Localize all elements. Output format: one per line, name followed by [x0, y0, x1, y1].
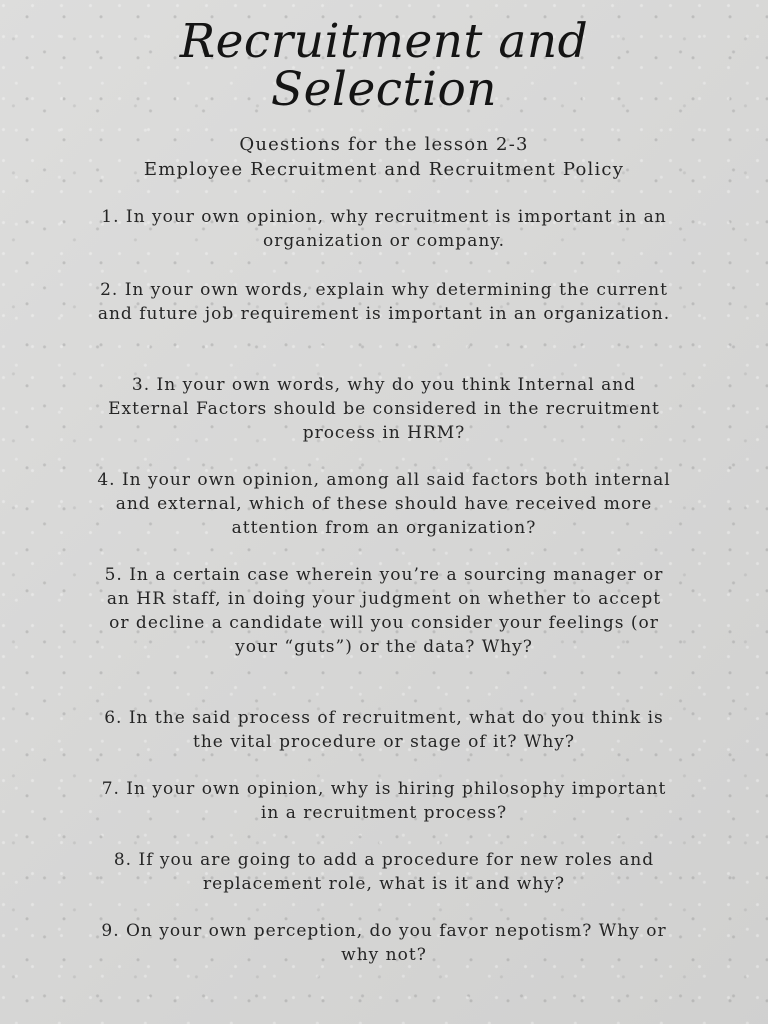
question-1: 1. In your own opinion, why recruitment is important in an organization or company.: [101, 207, 667, 251]
page-title: [120, 14, 648, 117]
title-line-2: Selection: [270, 62, 498, 117]
question-5: 5. In a certain case wherein you’re a sourcing manager or an HR staff, in doing your judgment on whether to accept or decline a candidate will you consider your feelings (or your “guts”) or the data? Why?: [104, 565, 664, 657]
title-line-1: Recruitment and: [179, 14, 589, 69]
lesson-subtitle: [84, 132, 684, 182]
question-3: 3. In your own words, why do you think Internal and External Factors should be considered in the recruitment process in HRM?: [108, 375, 660, 443]
question-6: 6. In the said process of recruitment, what do you think is the vital procedure or stage of it? Why?: [104, 708, 664, 752]
subtitle-line-2: Employee Recruitment and Recruitment Policy: [143, 159, 625, 180]
question-7: 7. In your own opinion, why is hiring philosophy important in a recruitment process?: [101, 779, 667, 823]
question-8: 8. If you are going to add a procedure for new roles and replacement role, what is it and why?: [113, 850, 655, 894]
question-2: 2. In your own words, explain why determining the current and future job requirement is important in an organization.: [97, 280, 671, 324]
subtitle-line-1: Questions for the lesson 2-3: [239, 134, 529, 155]
question-4: 4. In your own opinion, among all said factors both internal and external, which of these should have received more attention from an organization?: [97, 470, 671, 538]
question-9: 9. On your own perception, do you favor nepotism? Why or why not?: [101, 921, 667, 965]
